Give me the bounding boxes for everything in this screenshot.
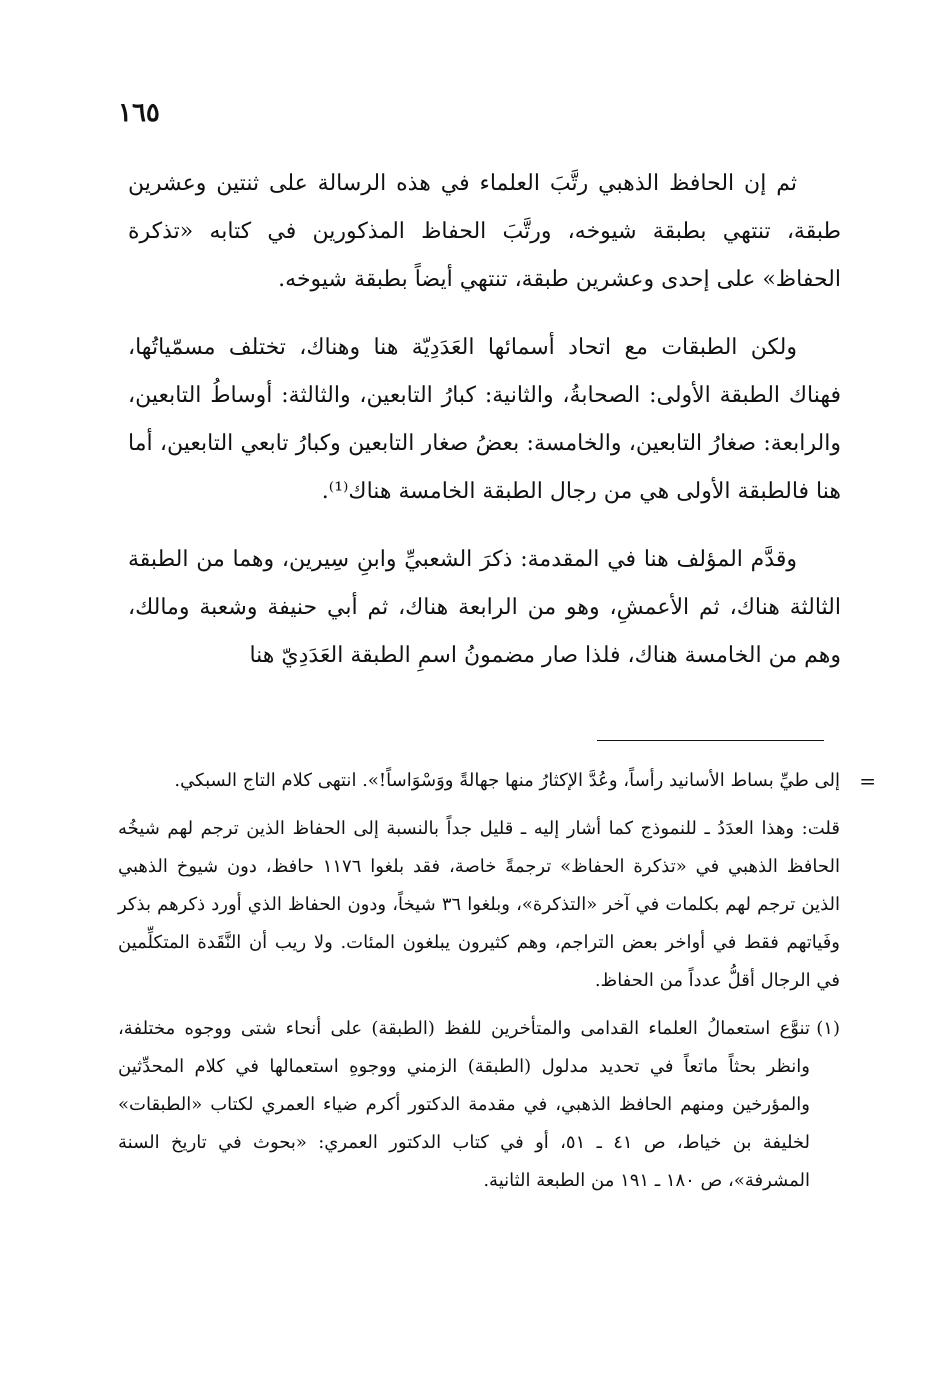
footnote-divider [597, 740, 824, 741]
main-text [128, 160, 841, 700]
continuation-mark: = [859, 769, 876, 793]
footnote-remark: قلت: وهذا العدَدُ ـ للنموذج كما أشار إليه ـ قليل جداً بالنسبة إلى الحفاظ الذين ترجم لهم شيخُه الحافظ الذهبي في «تذكرة الحفاظ» ترجمةً خاصة، فقد بلغوا ١١٧٦ حافظ، دون شيوخ الذهبي الذين ترجم لهم بكلمات في آخر «التذكرة»، وبلغوا ٣٦ شيخاً، ودون الحفاظ الذي أورد ذكرهم بذكر وفَياتهم فقط في أواخر بعض التراجم، وهم كثيرون يبلغون المئات. ولا ريب أن النَّقَدة المتكلِّمين في الرجال أقلُّ عدداً من الحفاظ. [118, 818, 840, 991]
footnote-marker: (١) [816, 1018, 840, 1039]
footnote-continuation-text: إلى طيِّ بساط الأسانيد رأساً، وعُدَّ الإكثارُ منها جهالةً ووَسْوَاساً!». انتهى كلام التاج السبكي. [174, 770, 840, 791]
footnote-continuation [118, 762, 876, 800]
body-paragraph: ولكن الطبقات مع اتحاد أسمائها العَدَدِيّة هنا وهناك، تختلف مسمّياتُها، فهناك الطبقة الأولى: الصحابةُ، والثانية: كبارُ التابعين، والثالثة: أوساطُ التابعين، والرابعة: صغارُ التابعين، والخامسة: بعضُ صغار التابعين وكبارُ تابعي التابعين، أما هنا فالطبقة الأولى هي من رجال الطبقة الخامسة هناك⁽¹⁾. [128, 335, 841, 504]
page-number: ١٦٥ [118, 98, 160, 128]
body-paragraph: وقدَّم المؤلف هنا في المقدمة: ذكرَ الشعبيِّ وابنِ سِيرين، وهما من الطبقة الثالثة هناك، ثم الأعمشِ، وهو من الرابعة هناك، ثم أبي حنيفة وشعبة ومالك، وهم من الخامسة هناك، فلذا صار مضمونُ اسمِ الطبقة العَدَدِيّ هنا [128, 547, 841, 668]
footnote-entry [118, 1010, 840, 1200]
footnotes [118, 762, 876, 1200]
body-paragraph: ثم إن الحافظ الذهبي رتَّبَ العلماء في هذه الرسالة على ثنتين وعشرين طبقة، تنتهي بطبقة شيوخه، ورتَّبَ الحفاظ المذكورين في كتابه «تذكرة الحفاظ» على إحدى وعشرين طبقة، تنتهي أيضاً بطبقة شيوخه. [128, 171, 841, 292]
footnote-text: تنوَّع استعمالُ العلماء القدامى والمتأخرين للفظ (الطبقة) على أنحاء شتى ووجوه مختلفة، وانظر بحثاً ماتعاً في تحديد مدلول (الطبقة) الزمني ووجوهِ استعمالها في كلام المحدِّثين والمؤرخين ومنهم الحافظ الذهبي، في مقدمة الدكتور أكرم ضياء العمري لكتاب «الطبقات» لخليفة بن خياط، ص ٤١ ـ ٥١، أو في كتاب الدكتور العمري: «بحوث في تاريخ السنة المشرفة»، ص ١٨٠ ـ ١٩١ من الطبعة الثانية. [118, 1018, 811, 1191]
